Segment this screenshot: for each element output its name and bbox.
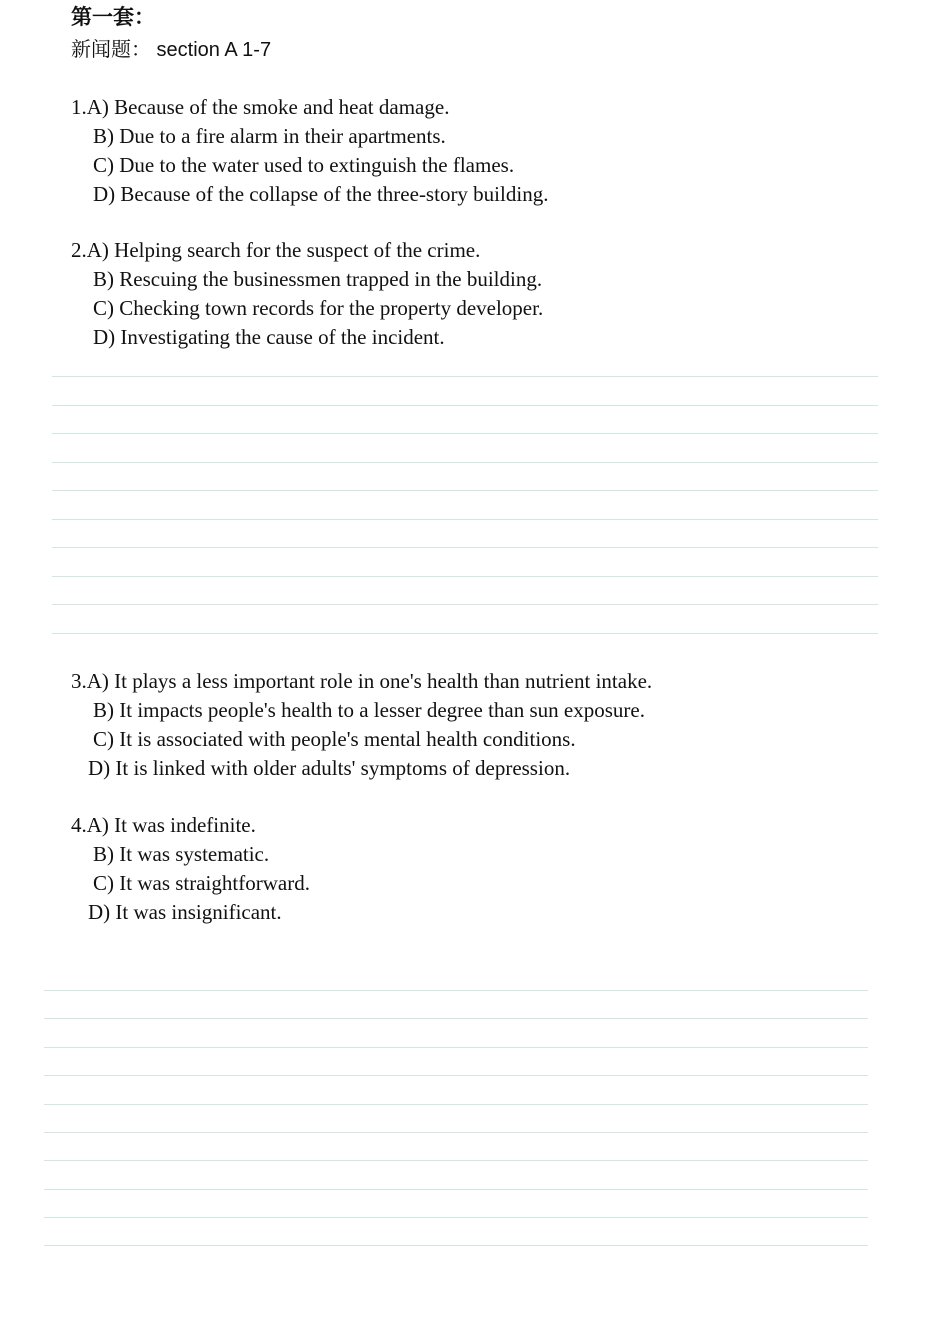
- question-4: [71, 811, 310, 927]
- ruled-line: [44, 1132, 868, 1133]
- ruled-line: [44, 1018, 868, 1019]
- ruled-line: [44, 1104, 868, 1105]
- section-subtitle: 新闻题： section A 1-7: [71, 39, 272, 61]
- option-d: D) It was insignificant.: [88, 900, 282, 924]
- option-d: D) Investigating the cause of the incident.: [93, 325, 445, 349]
- option-b: B) Due to a fire alarm in their apartments.: [93, 124, 446, 148]
- ruled-line: [52, 519, 878, 520]
- ruled-line: [52, 576, 878, 577]
- option-a: 3.A) It plays a less important role in one's health than nutrient intake.: [71, 669, 653, 693]
- ruled-line: [52, 433, 878, 434]
- ruled-notes-area-2: [44, 990, 868, 1250]
- option-c: C) Due to the water used to extinguish the flames.: [93, 153, 515, 177]
- ruled-line: [44, 1160, 868, 1161]
- option-b: B) It was systematic.: [93, 842, 270, 866]
- ruled-line: [52, 547, 878, 548]
- ruled-line: [52, 462, 878, 463]
- question-3: [71, 667, 652, 783]
- ruled-line: [52, 604, 878, 605]
- ruled-line: [52, 490, 878, 491]
- option-b: B) It impacts people's health to a lesser degree than sun exposure.: [93, 698, 645, 722]
- option-d: D) It is linked with older adults' symptoms of depression.: [88, 756, 571, 780]
- ruled-line: [44, 1245, 868, 1246]
- ruled-line: [52, 633, 878, 634]
- ruled-line: [44, 1047, 868, 1048]
- ruled-line: [44, 1075, 868, 1076]
- option-a: 4.A) It was indefinite.: [71, 813, 256, 837]
- option-c: C) It is associated with people's mental health conditions.: [93, 727, 576, 751]
- question-1: [71, 93, 548, 209]
- option-c: C) It was straightforward.: [93, 871, 310, 895]
- set-title: 第一套：: [71, 5, 155, 29]
- ruled-line: [44, 990, 868, 991]
- ruled-line: [44, 1189, 868, 1190]
- ruled-line: [44, 1217, 868, 1218]
- option-a: 1.A) Because of the smoke and heat damage.: [71, 95, 450, 119]
- ruled-line: [52, 405, 878, 406]
- option-a: 2.A) Helping search for the suspect of the crime.: [71, 238, 481, 262]
- ruled-line: [52, 376, 878, 377]
- option-d: D) Because of the collapse of the three-story building.: [93, 182, 549, 206]
- question-2: [71, 236, 543, 352]
- option-b: B) Rescuing the businessmen trapped in the building.: [93, 267, 543, 291]
- option-c: C) Checking town records for the property developer.: [93, 296, 544, 320]
- ruled-notes-area-1: [52, 376, 878, 636]
